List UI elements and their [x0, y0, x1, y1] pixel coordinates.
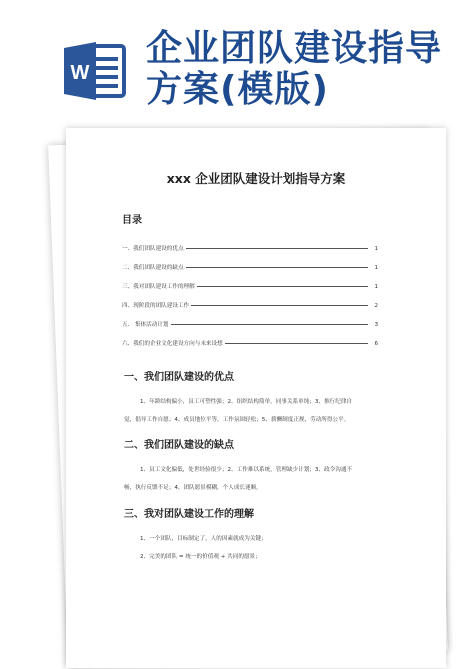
- toc-entry-page: 1: [374, 265, 378, 271]
- document-title: xxx 企业团队建设计划指导方案: [166, 171, 346, 186]
- toc-entry[interactable]: [122, 290, 378, 309]
- word-logo-letter: W: [70, 62, 90, 84]
- section-heading: 二、我们团队建设的缺点: [124, 440, 234, 451]
- paragraph-line: 1、员工文化偏低，处世经验很少；2、工作难以系统，管理缺少计划；3、政令沟通不: [140, 467, 353, 473]
- toc-heading: 目录: [122, 215, 142, 226]
- toc-entry[interactable]: [122, 233, 378, 252]
- toc-entry[interactable]: [122, 252, 378, 271]
- toc-entry-page: 1: [374, 284, 378, 290]
- banner-title: [146, 28, 466, 110]
- toc-entry-label: 三、我对团队建设工作的理解: [122, 284, 195, 290]
- toc-entry-page: 3: [374, 322, 378, 328]
- toc-leader-line: [197, 286, 368, 287]
- toc-leader-line: [191, 305, 368, 306]
- section-paragraph: [124, 530, 382, 566]
- toc-entry-label: 四、现阶段的团队建设工作: [122, 303, 190, 309]
- paragraph-line: 畅，执行反馈不足；4、团队愿景模糊，个人成长迷顺。: [124, 485, 262, 491]
- toc-entry-label: 一、我们团队建设的优点: [122, 246, 184, 252]
- banner-title-line1: 企业团队建设指导: [146, 28, 443, 69]
- toc-leader-line: [186, 248, 368, 249]
- toc-leader-line: [186, 267, 368, 268]
- section-paragraph: [124, 393, 382, 429]
- paragraph-line: 1、一个团队，目标制定了，人的因素就成为关键；: [140, 536, 267, 542]
- toc-entry[interactable]: [122, 328, 378, 347]
- toc-entry-label: 二、我们团队建设的缺点: [122, 265, 184, 271]
- toc-entry-page: 1: [374, 246, 378, 252]
- toc-entry-label: 六、我们的企业文化建设方向与未来设想: [122, 341, 223, 347]
- paragraph-line: 2、完美的团队 = 统一的价值观 + 共同的愿景；: [140, 554, 261, 560]
- paragraph-line: 觉，倡导工作自愿；4、成员地位平等，工作氛围轻松；5、薪酬制度正规，劳动所得公平。: [124, 417, 350, 423]
- table-of-contents: [122, 233, 378, 347]
- paragraph-line: 1、年龄结构偏小，员工可塑性强；2、组织结构简单，同事关系单纯；3、推行纪律自: [140, 399, 353, 405]
- section-heading: 三、我对团队建设工作的理解: [124, 509, 254, 520]
- toc-leader-line: [225, 343, 368, 344]
- toc-entry-page: 2: [374, 303, 378, 309]
- section-heading: 一、我们团队建设的优点: [124, 372, 234, 383]
- toc-entry-label: 五、 集体活动计划: [122, 322, 169, 328]
- document-page: [66, 128, 446, 668]
- toc-entry[interactable]: [122, 309, 378, 328]
- toc-entry-page: 6: [374, 341, 378, 347]
- word-logo-icon: [62, 38, 128, 104]
- toc-entry[interactable]: [122, 271, 378, 290]
- banner-title-line2: 方案(模版): [146, 69, 329, 110]
- toc-leader-line: [171, 324, 368, 325]
- section-paragraph: [124, 461, 382, 497]
